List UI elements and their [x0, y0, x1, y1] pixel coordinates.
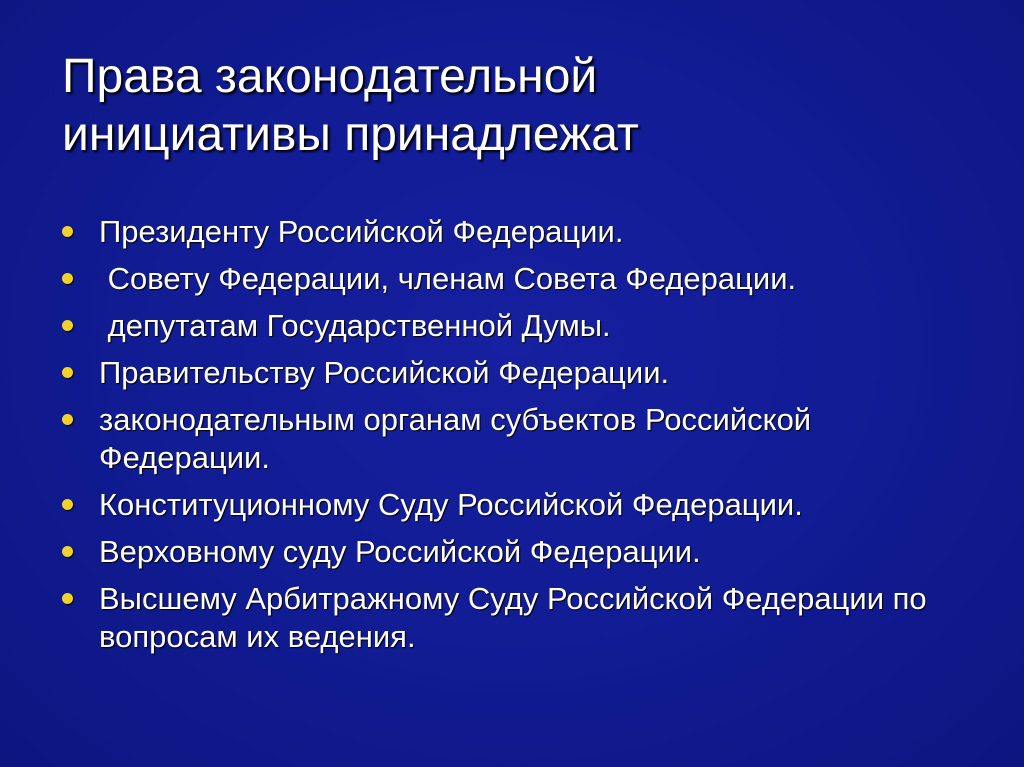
bullet-text: депутатам Государственной Думы. [99, 308, 611, 343]
bullet-item-federation-council [62, 260, 962, 298]
bullet-item-supreme-court [62, 533, 962, 571]
bullet-text: Президенту Российской Федерации. [99, 214, 624, 249]
bullet-dot-icon [62, 273, 73, 284]
slide-title-line-1: Права законодательной [62, 50, 598, 103]
slide-title [62, 48, 962, 164]
bullet-item-duma-deputies [62, 307, 962, 345]
bullet-item-constitutional-court [62, 486, 962, 524]
bullet-dot-icon [62, 320, 73, 331]
bullet-text: Совету Федерации, членам Совета Федерации. [99, 261, 797, 296]
bullet-item-regional-legislatures [62, 401, 899, 477]
slide-title-line-2: инициативы принадлежат [62, 108, 639, 161]
bullet-dot-icon [62, 367, 73, 378]
bullet-text: Верховному суду Российской Федерации. [99, 534, 701, 569]
bullet-text: законодательным органам субъектов Российской Федерации. [99, 402, 812, 475]
bullet-dot-icon [62, 499, 73, 510]
bullet-dot-icon [62, 593, 73, 604]
bullet-dot-icon [62, 414, 73, 425]
bullet-text: Конституционному Суду Российской Федерации. [99, 487, 803, 522]
bullet-list [62, 213, 962, 665]
bullet-dot-icon [62, 226, 73, 237]
bullet-dot-icon [62, 546, 73, 557]
bullet-item-president [62, 213, 962, 251]
bullet-text: Высшему Арбитражному Суду Российской Федерации по вопросам их ведения. [99, 581, 927, 654]
bullet-item-government [62, 354, 962, 392]
bullet-text: Правительству Российской Федерации. [99, 355, 670, 390]
bullet-item-arbitration-court [62, 580, 979, 656]
